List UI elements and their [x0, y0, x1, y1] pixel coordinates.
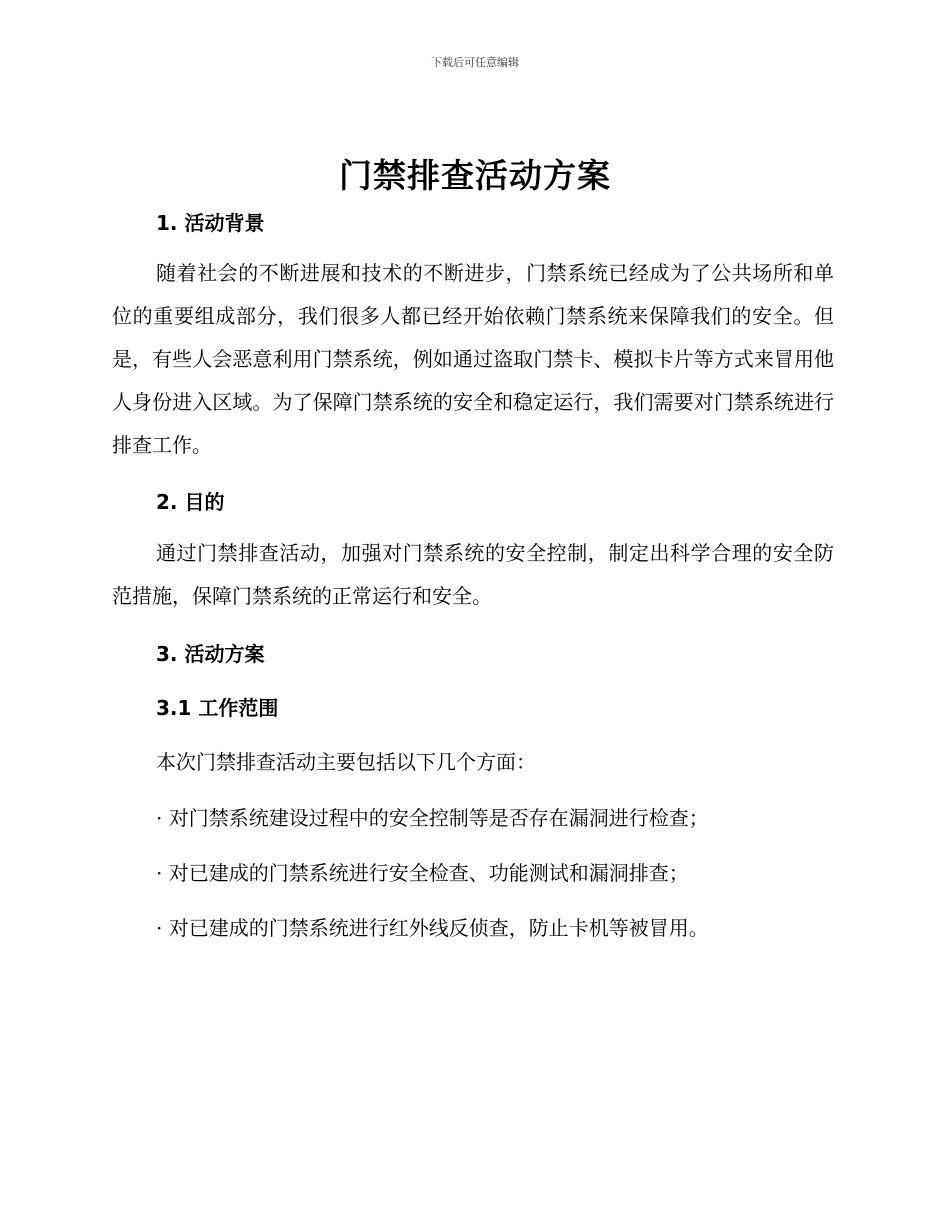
page-header-note: 下载后可任意编辑 — [431, 56, 519, 69]
list-item: · 对门禁系统建设过程中的安全控制等是否存在漏洞进行检查； — [156, 806, 709, 830]
paragraph-purpose: 通过门禁排查活动，加强对门禁系统的安全控制，制定出科学合理的安全防范措施，保障门禁系统的正常运行和安全。 — [112, 541, 834, 608]
list-item: · 对已建成的门禁系统进行红外线反侦查，防止卡机等被冒用。 — [156, 916, 709, 940]
list-item: · 对已建成的门禁系统进行安全检查、功能测试和漏洞排查； — [156, 861, 689, 885]
scope-intro-text: 本次门禁排查活动主要包括以下几个方面： — [156, 750, 536, 774]
section-heading-scope: 3.1 工作范围 — [156, 696, 279, 720]
section-heading-background: 1. 活动背景 — [156, 211, 265, 235]
document-title: 门禁排查活动方案 — [339, 156, 611, 195]
paragraph-background: 随着社会的不断进展和技术的不断进步，门禁系统已经成为了公共场所和单位的重要组成部分，我们很多人都已经开始依赖门禁系统来保障我们的安全。但是，有些人会恶意利用门禁系统，例如通过盗取门禁卡、模拟卡片等方式来冒用他人身份进入区域。为了保障门禁系统的安全和稳定运行，我们需要对门禁系统进行排查工作。 — [112, 261, 834, 457]
section-heading-plan: 3. 活动方案 — [156, 642, 265, 666]
section-heading-purpose: 2. 目的 — [156, 490, 225, 514]
